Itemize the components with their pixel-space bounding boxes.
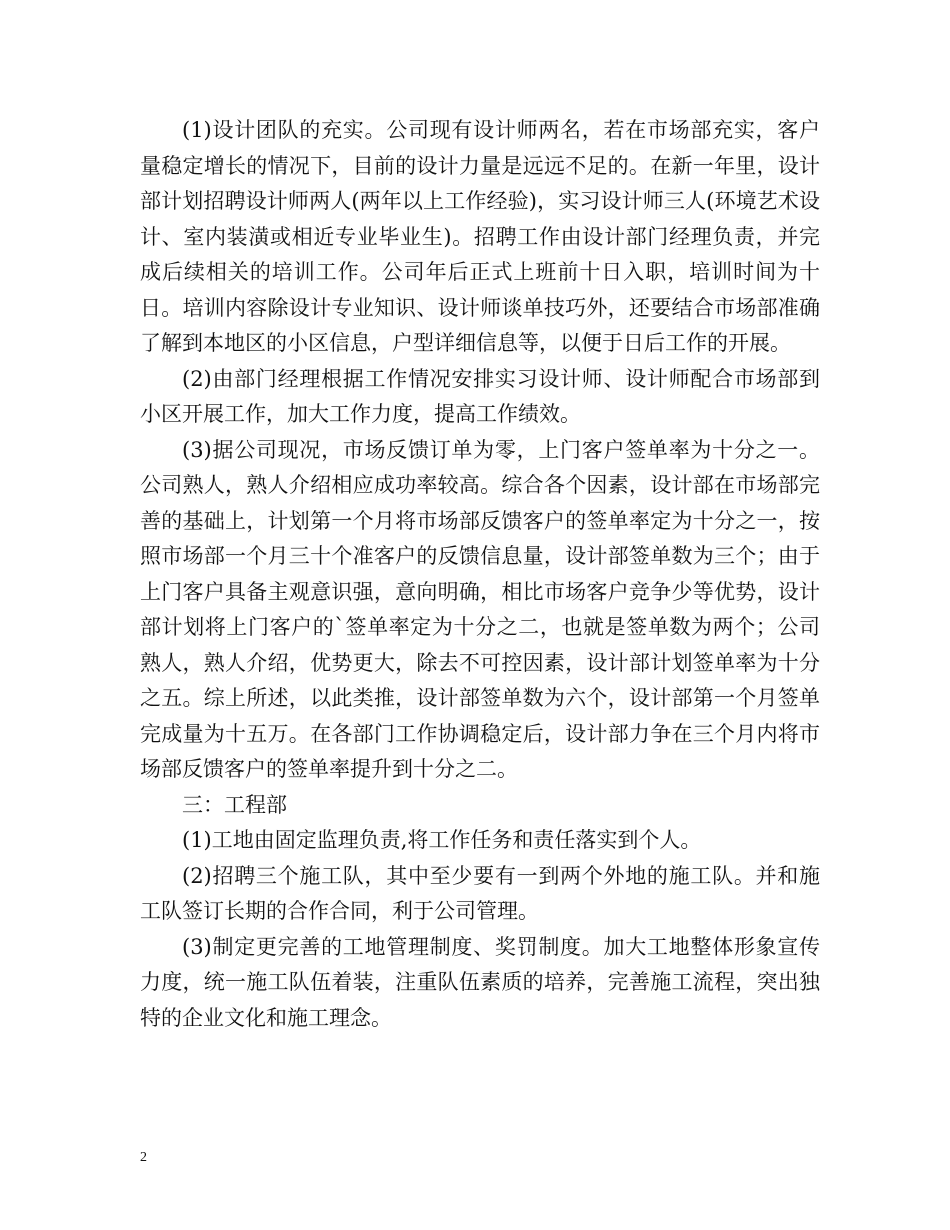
section-heading-engineering: 三：工程部 — [182, 792, 287, 817]
paragraph-site-supervision: (1)工地由固定监理负责,将工作任务和责任落实到个人。 — [182, 828, 702, 852]
paragraph-construction-teams: (2)招聘三个施工队，其中至少要有一到两个外地的施工队。并和施工队签订长期的合作合同，利于公司管理。 — [140, 863, 820, 923]
paragraph-signing-rate: (3)据公司现况，市场反馈订单为零，上门客户签单率为十分之一。公司熟人，熟人介绍相应成功率较高。综合各个因素，设计部在市场部完善的基础上，计划第一个月将市场部反馈客户的签单率定为十分之一，按照市场部一个月三十个准客户的反馈信息量，设计部签单数为三个；由于上门客户具备主观意识强，意向明确，相比市场客户竞争少等优势，设计部计划将上门客户的`签单率定为十分之二，也就是签单数为两个；公司熟人，熟人介绍，优势更大，除去不可控因素，设计部计划签单率为十分之五。综上所述，以此类推，设计部签单数为六个，设计部第一个月签单完成量为十五万。在各部门工作协调稳定后，设计部力争在三个月内将市场部反馈客户的签单率提升到十分之二。 — [140, 437, 820, 781]
document-body — [140, 113, 820, 1036]
paragraph-management-system: (3)制定更完善的工地管理制度、奖罚制度。加大工地整体形象宣传力度，统一施工队伍着装，注重队伍素质的培养，完善施工流程，突出独特的企业文化和施工理念。 — [140, 934, 820, 1030]
paragraph-design-team: (1)设计团队的充实。公司现有设计师两名，若在市场部充实，客户量稳定增长的情况下，目前的设计力量是远远不足的。在新一年里，设计部计划招聘设计师两人(两年以上工作经验)，实习设计师三人(环境艺术设计、室内装潢或相近专业毕业生)。招聘工作由设计部门经理负责，并完成后续相关的培训工作。公司年后正式上班前十日入职，培训时间为十日。培训内容除设计专业知识、设计师谈单技巧外，还要结合市场部准确了解到本地区的小区信息，户型详细信息等，以便于日后工作的开展。 — [140, 118, 820, 355]
page-number: 2 — [140, 1150, 147, 1165]
paragraph-manager-arrangement: (2)由部门经理根据工作情况安排实习设计师、设计师配合市场部到小区开展工作，加大工作力度，提高工作绩效。 — [140, 366, 820, 426]
